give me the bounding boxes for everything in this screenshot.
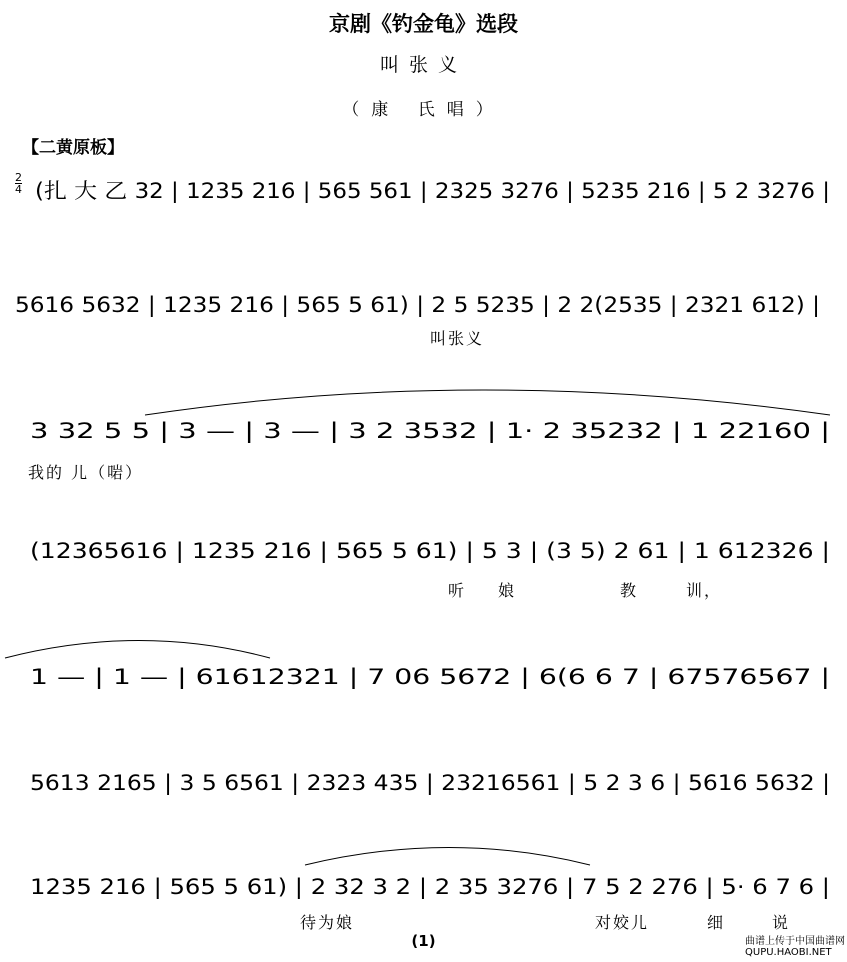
credit-line-2: QUPU.HAOBI.NET (745, 947, 832, 958)
staff-line-4-text: (12365616 | 1235 216 | 565 5 61) | 5 3 | (3 5) 2 61 | 1 612326 | (30, 539, 700, 563)
lyric-shuo: 说 (772, 913, 791, 932)
staff-line-7 (15, 866, 835, 906)
staff-line-1 (15, 170, 835, 210)
staff-line-5-text: 1 — | 1 — | 61612321 | 7 06 5672 | 6(6 6 7 | 67576567 | (30, 665, 624, 689)
watermark-credit (745, 936, 845, 958)
lyric-line-3: 我的 儿（啱） (28, 463, 144, 482)
singer-credit: （康 氏唱） (342, 100, 505, 120)
section-label: 【二黄原板】 (22, 138, 124, 158)
lyric-jiao: 教 (620, 581, 639, 600)
lyric-line-2: 叫张义 (430, 329, 485, 348)
staff-line-1-text: (扎 大 乙 32 | 1235 216 | 565 561 | 2325 3276 | 5235 216 | 5 2 3276 | (35, 179, 764, 203)
time-sig-bottom: 4 (15, 183, 22, 196)
staff-line-6-text: 5613 2165 | 3 5 6561 | 2323 435 | 23216561 | 5 2 3 6 | 5616 5632 | (30, 771, 748, 795)
lyric-xi: 细 (707, 913, 726, 932)
score-title: 京剧《钓金龟》选段 (329, 12, 518, 36)
staff-line-2-text: 5616 5632 | 1235 216 | 565 5 61) | 2 5 5235 | 2 2(2535 | 2321 612) | (15, 293, 744, 317)
credit-line-1: 曲谱上传于中国曲谱网 (745, 936, 845, 947)
lyric-daiweiniang: 待为娘 (300, 913, 355, 932)
staff-line-5 (15, 656, 835, 696)
staff-line-6 (15, 762, 835, 802)
staff-line-3-text: 3 32 5 5 | 3 — | 3 — | 3 2 3532 | 1· 2 35232 | 1 22160 | (30, 419, 609, 443)
score-subtitle: 叫张义 (379, 54, 467, 76)
phrase-slur-3 (140, 380, 840, 420)
staff-line-2 (15, 284, 835, 324)
time-sig-top: 2 (15, 171, 22, 184)
lyric-niang: 娘 (498, 581, 517, 600)
staff-line-7-text: 1235 216 | 565 5 61) | 2 32 3 2 | 2 35 3276 | 7 5 2 276 | 5· 6 7 6 | (30, 875, 722, 899)
page-number: (1) (411, 932, 436, 950)
lyric-xun: 训， (686, 581, 723, 600)
lyric-ting: 听 (448, 581, 467, 600)
staff-line-4 (15, 530, 835, 570)
lyric-duijiaoer: 对姣儿 (595, 913, 650, 932)
